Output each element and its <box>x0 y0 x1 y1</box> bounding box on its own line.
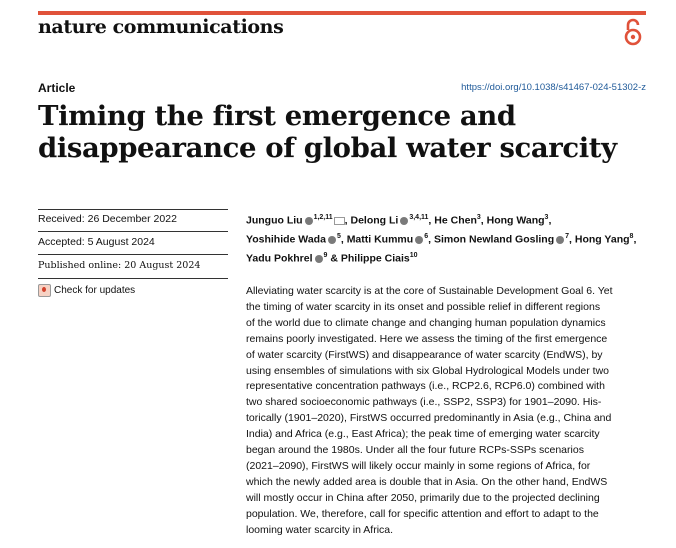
check-updates-icon <box>38 284 51 297</box>
divider <box>38 209 228 210</box>
abstract-line: looming water scarcity in Africa. <box>246 523 394 536</box>
check-updates-label: Check for updates <box>54 285 136 296</box>
author-name[interactable]: Junguo Liu <box>246 214 303 227</box>
open-access-icon <box>622 17 644 47</box>
article-title <box>38 100 638 164</box>
orcid-icon[interactable] <box>328 236 336 244</box>
abstract-line: of water scarcity (FirstWS) and disappearance of water scarcity (EndWS), by <box>246 348 603 361</box>
title-line-2: disappearance of global water scarcity <box>38 132 617 164</box>
author-affiliation: 1,2,11 <box>313 214 333 221</box>
author-name[interactable]: Philippe Ciais <box>340 252 410 265</box>
author-affiliation: 7 <box>565 233 570 240</box>
orcid-icon[interactable] <box>315 255 323 263</box>
abstract-line: began around the 1980s. Under all the four future RCPs-SSPs scenarios <box>246 444 584 457</box>
author-name[interactable]: He Chen <box>434 214 477 227</box>
divider <box>38 278 228 279</box>
accepted-date: Accepted: 5 August 2024 <box>38 236 155 248</box>
title-line-1: Timing the first emergence and <box>38 100 516 132</box>
author-name[interactable]: Matti Kummu <box>346 233 414 246</box>
abstract-line: torically (1901–2020), FirstWS occurred predominantly in Asia (e.g., China and <box>246 412 612 425</box>
author-affiliation: 3,4,11 <box>409 214 429 221</box>
abstract <box>246 284 658 539</box>
email-icon[interactable] <box>334 217 345 225</box>
author-name[interactable]: Hong Yang <box>574 233 630 246</box>
journal-name: nature communications <box>38 16 284 38</box>
journal-header-bar <box>38 11 646 15</box>
author-list: Junguo Liu $^{1,2,11}$ , Delong Li $^{3,4,11}$, He Chen$^3$, Hong Wang$^3$, Yoshihide Wada $^5$, Matti Kummu $^6$, Simon Newland Gosling $^7$, Hong Yang$^8$, Yadu Pokhrel $^9$ & Philippe Ciais$^{10}$ <box>246 214 637 265</box>
author-name[interactable]: Simon Newland Gosling <box>433 233 555 246</box>
abstract-line: using ensembles of simulations with six Global Hydrological Models under two <box>246 364 610 377</box>
author-name[interactable]: Yadu Pokhrel <box>246 252 313 265</box>
divider <box>38 254 228 255</box>
doi-link[interactable]: https://doi.org/10.1038/s41467-024-51302-z <box>461 82 646 93</box>
orcid-icon[interactable] <box>305 217 313 225</box>
article-type: Article <box>38 81 76 95</box>
orcid-icon[interactable] <box>400 217 408 225</box>
abstract-line: India) and Africa (e.g., East Africa); the peak time of emerging water scarcity <box>246 428 600 441</box>
abstract-line: remains poorly investigated. Here we assess the timing of the first emergence <box>246 332 608 345</box>
author-affiliation: 5 <box>336 233 341 240</box>
abstract-line: (2021–2090), FirstWS will likely occur mainly in some regions of Africa, for <box>246 459 591 472</box>
author-affiliation: 10 <box>409 252 418 259</box>
received-date: Received: 26 December 2022 <box>38 213 177 225</box>
abstract-line: two shared socioeconomic pathways (i.e., SSP2, SSP3) for 1901–2090. His- <box>246 396 602 409</box>
abstract-line: representative concentration pathways (i.e., RCP2.6, RCP6.0) combined with <box>246 380 605 393</box>
abstract-line: the timing of water scarcity in its onset and possible relief in different regions <box>246 300 601 313</box>
author-name[interactable]: Delong Li <box>350 214 399 227</box>
divider <box>38 231 228 232</box>
abstract-line: of the world due to climate change and changing human population dynamics <box>246 316 606 329</box>
orcid-icon[interactable] <box>556 236 564 244</box>
abstract-line: Alleviating water scarcity is at the core of Sustainable Development Goal 6. Yet <box>246 285 613 297</box>
published-date: Published online: 20 August 2024 <box>38 260 201 271</box>
author-name[interactable]: Yoshihide Wada <box>246 233 326 246</box>
author-affiliation: 9 <box>323 252 328 259</box>
orcid-icon[interactable] <box>415 236 423 244</box>
abstract-line: will mostly occur in China after 2050, primarily due to the projected declining <box>246 491 600 504</box>
author-affiliation: 3 <box>476 214 481 221</box>
author-affiliation: 6 <box>424 233 429 240</box>
author-affiliation: 3 <box>544 214 549 221</box>
abstract-line: which the newly added area is double that in Asia. On the other hand, EndWS <box>246 475 608 488</box>
author-affiliation: 8 <box>629 233 634 240</box>
abstract-line: population. We, therefore, call for specific attention and effort to adapt to the <box>246 507 599 520</box>
author-name[interactable]: Hong Wang <box>486 214 545 227</box>
check-for-updates-button[interactable] <box>38 284 135 297</box>
